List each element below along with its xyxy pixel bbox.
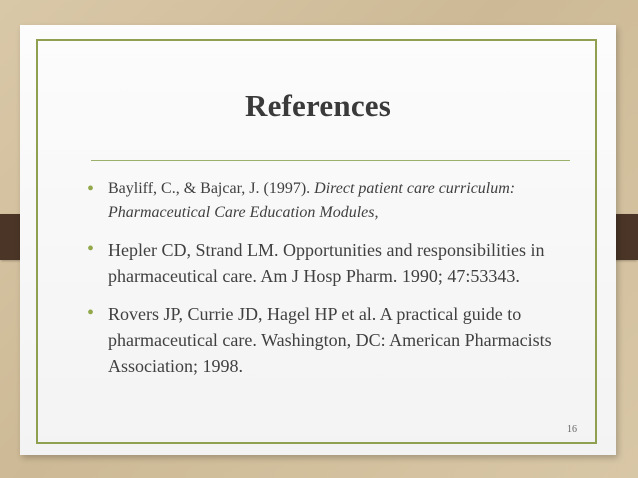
reference-text [108,177,552,225]
left-tab-decoration [0,214,20,260]
title-divider [91,160,570,161]
reference-text: Hepler CD, Strand LM. Opportunities and responsibilities in pharmaceutical care. Am J Hosp Pharm. 1990; 47:53343. [108,240,545,286]
bullet-icon: • [87,178,95,200]
references-list [87,177,552,391]
reference-italic-title: Direct patient care curriculum: Pharmaceutical Care Education Modules, [108,180,516,221]
reference-citation: Bayliff, C., & Bajcar, J. (1997). [108,180,315,197]
bullet-icon: • [87,238,95,260]
page-number: 16 [567,424,577,435]
reference-item [87,177,552,225]
reference-text: Rovers JP, Currie JD, Hagel HP et al. A practical guide to pharmaceutical care. Washington, DC: American Pharmacists Association; 1998. [108,304,552,376]
reference-item [87,237,552,289]
slide-title: References [244,88,391,123]
reference-item [87,301,552,379]
bullet-icon: • [87,302,95,324]
slide-card [20,25,616,455]
